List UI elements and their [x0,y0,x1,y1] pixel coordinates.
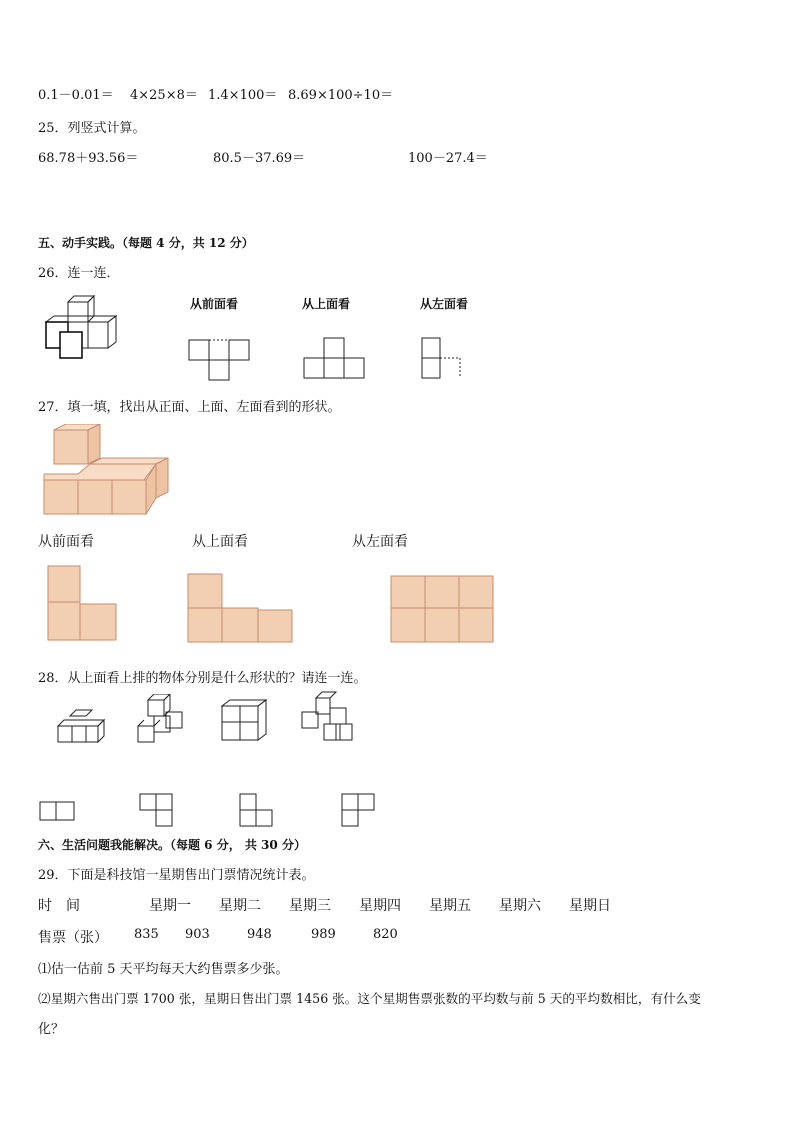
question-25-title: 25．列竖式计算。 [38,121,146,136]
table-cell-value: 835 [134,927,159,942]
view-label-top: 从上面看 [192,534,248,550]
table-cell-value: 903 [185,927,210,942]
q27-top-view-shape [186,572,296,644]
q27-left-view-shape [389,574,497,644]
table-row-label: 售票（张） [38,930,108,946]
q28-object-3 [220,698,272,744]
q26-cube-stack-figure [40,292,130,362]
q28-object-4 [300,690,356,746]
table-day-header: 星期一 [149,898,191,914]
view-label-left: 从左面看 [420,297,469,311]
question-29-sub2-line2: 化？ [38,1022,65,1037]
q28-option-4 [340,792,380,830]
calc-expression: 1.4×100＝ [208,88,278,103]
table-cell-value: 989 [311,927,336,942]
question-29-sub2-line1: ⑵星期六售出门票 1700 张，星期日售出门票 1456 张。这个星期售票张数的平均数与前 5 天的平均数相比，有什么变 [38,991,701,1006]
table-day-header: 星期二 [219,898,261,914]
question-29-sub1: ⑴估一估前 5 天平均每天大约售票多少张。 [38,962,289,977]
calc-expression: 4×25×8＝ [130,88,198,103]
table-day-header: 星期六 [499,898,541,914]
q26-option-column-shape [420,336,466,382]
question-29-title: 29．下面是科技馆一星期售出门票情况统计表。 [38,868,315,883]
view-label-front: 从前面看 [38,534,94,550]
q28-object-1 [56,706,106,744]
table-cell-value: 948 [247,927,272,942]
view-label-front: 从前面看 [190,297,239,311]
table-cell-value: 820 [373,927,398,942]
q26-option-inverted-t-shape [303,336,369,382]
view-label-top: 从上面看 [302,297,351,311]
view-label-left: 从左面看 [352,534,408,550]
section-5-heading: 五、动手实践。（每题 4 分，共 12 分） [38,236,254,250]
q27-cube-stack-figure [42,424,174,516]
calc-expression: 8.69×100÷10＝ [288,88,394,103]
calc-expression: 80.5－37.69＝ [213,151,306,166]
question-27-title: 27．填一填，找出从正面、上面、左面看到的形状。 [38,400,341,415]
q27-front-view-shape [46,564,120,644]
question-28-title: 28．从上面看上排的物体分别是什么形状的？请连一连。 [38,671,367,686]
table-day-header: 星期四 [359,898,401,914]
q28-option-3 [238,792,278,830]
calc-expression: 100－27.4＝ [408,151,488,166]
section-6-heading: 六、生活问题我能解决。（每题 6 分， 共 30 分） [38,838,306,852]
q26-option-t-shape [188,336,252,382]
table-header-label: 时 间 [38,898,80,914]
table-day-header: 星期三 [289,898,331,914]
q28-object-2 [136,694,188,746]
calc-expression: 68.78＋93.56＝ [38,151,139,166]
calc-expression: 0.1－0.01＝ [38,88,114,103]
table-day-header: 星期五 [429,898,471,914]
q28-option-1 [38,800,78,824]
table-day-header: 星期日 [569,898,611,914]
q28-option-2 [138,792,178,830]
question-26-title: 26．连一连． [38,266,120,281]
